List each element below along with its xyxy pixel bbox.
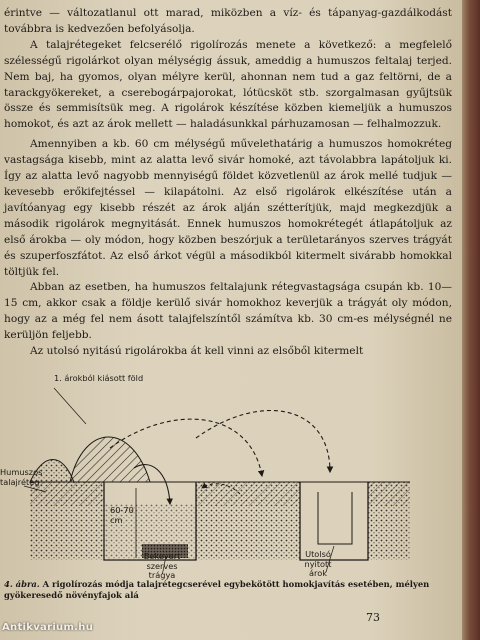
humus-layer-middle (196, 482, 300, 506)
book-spine-edge (462, 0, 480, 640)
label-depth: 60-70 cm (110, 505, 134, 525)
caption-text: A rigolírozás módja talajrétegcserével egybekötött homokjavítás esetében, mélyen gyökeresedő növényfajok alá (4, 579, 430, 600)
paragraph-homokreteg: Amennyiben a kb. 60 cm mélységű művelethatárig a humuszos homokréteg vastagsága kisebb, mint az alatta levő sivár homoké, azt távolabbra lapátoljuk ki. Így az alatta levő nagyobb mennyiségű földet közvetlenül az árok mellé tudjuk — kevesebb erőkifejtéssel — kilapátolni. Az első rigolárok elkészítése után a javítóanyag egy kisebb részét az árok alján szétterítjük, majd megkezdjük a második rigolárok megnyitását. Ennek humuszos homokrétegét átlapátoljuk az első árokba — oly módon, hogy közben beszórjuk a területarányos szerves trágyát és szuperfoszfátot. Az első árkot végül a másodikból kitermelt sivárabb homokkal töltjük fel. (4, 138, 452, 278)
label-last-trench: Utolsó nyitott árok (304, 549, 332, 578)
figure-caption (4, 579, 434, 601)
watermark: Antikvarium.hu (2, 622, 94, 633)
label-manure: Bekevert szerves trágya (143, 551, 181, 580)
humus-layer-right (368, 482, 410, 506)
label-humus-layer: Humuszos talajréteg (0, 467, 43, 487)
trench-diagram (0, 364, 420, 574)
paragraph-utolso-arok: Az utolsó nyitású rigolárokba át kell vinni az elsőből kitermelt (30, 345, 364, 358)
paragraph-feltalaj: Abban az esetben, ha humuszos feltalajunk rétegvastagsága csupán kb. 10—15 cm, akkor csak a földje kerülő sivár homokhoz keverjük a trágyát oly módon, hogy az a még fel nem ásott talajfelszíntől számítva kb. 30 cm-es mélységnél ne kerüljön feljebb. (4, 281, 452, 342)
caption-number: 4. ábra. (4, 579, 40, 589)
label-first-trench: 1. árokból kiásott föld (54, 373, 144, 383)
page-number: 73 (366, 611, 380, 624)
last-trench-inner (318, 492, 352, 544)
body-text (4, 6, 452, 360)
transfer-arrow-2 (196, 411, 330, 472)
mound-large (70, 437, 150, 482)
paragraph-continuation: érintve — változatlanul ott marad, miközben a víz- és tápanyag-gazdálkodást továbbra is kedvezően befolyásolja. (4, 7, 452, 35)
paragraph-rigolirozas-menete: A talajrétegeket felcserélő rigolírozás menete a következő: a megfelelő szélességű rigolárkot olyan mélységig ássuk, ameddig a humuszos feltalaj terjed. Nem baj, ha gyomos, olyan mélyre kerül, ahonnan nem tud a gaz feltörni, de a tarackgyökereket, a cserebogárpajorokat, lótücsköt stb. szorgalmasan gyűjtsük össze és semmisítsük meg. A rigolárok készítése közben kiemeljük a humuszos homokot, és azt az árok mellett — haladásunkkal párhuzamosan — felhalmozzuk. (4, 38, 452, 131)
rigolirozas-figure (0, 364, 420, 580)
humus-layer-left (30, 482, 104, 506)
